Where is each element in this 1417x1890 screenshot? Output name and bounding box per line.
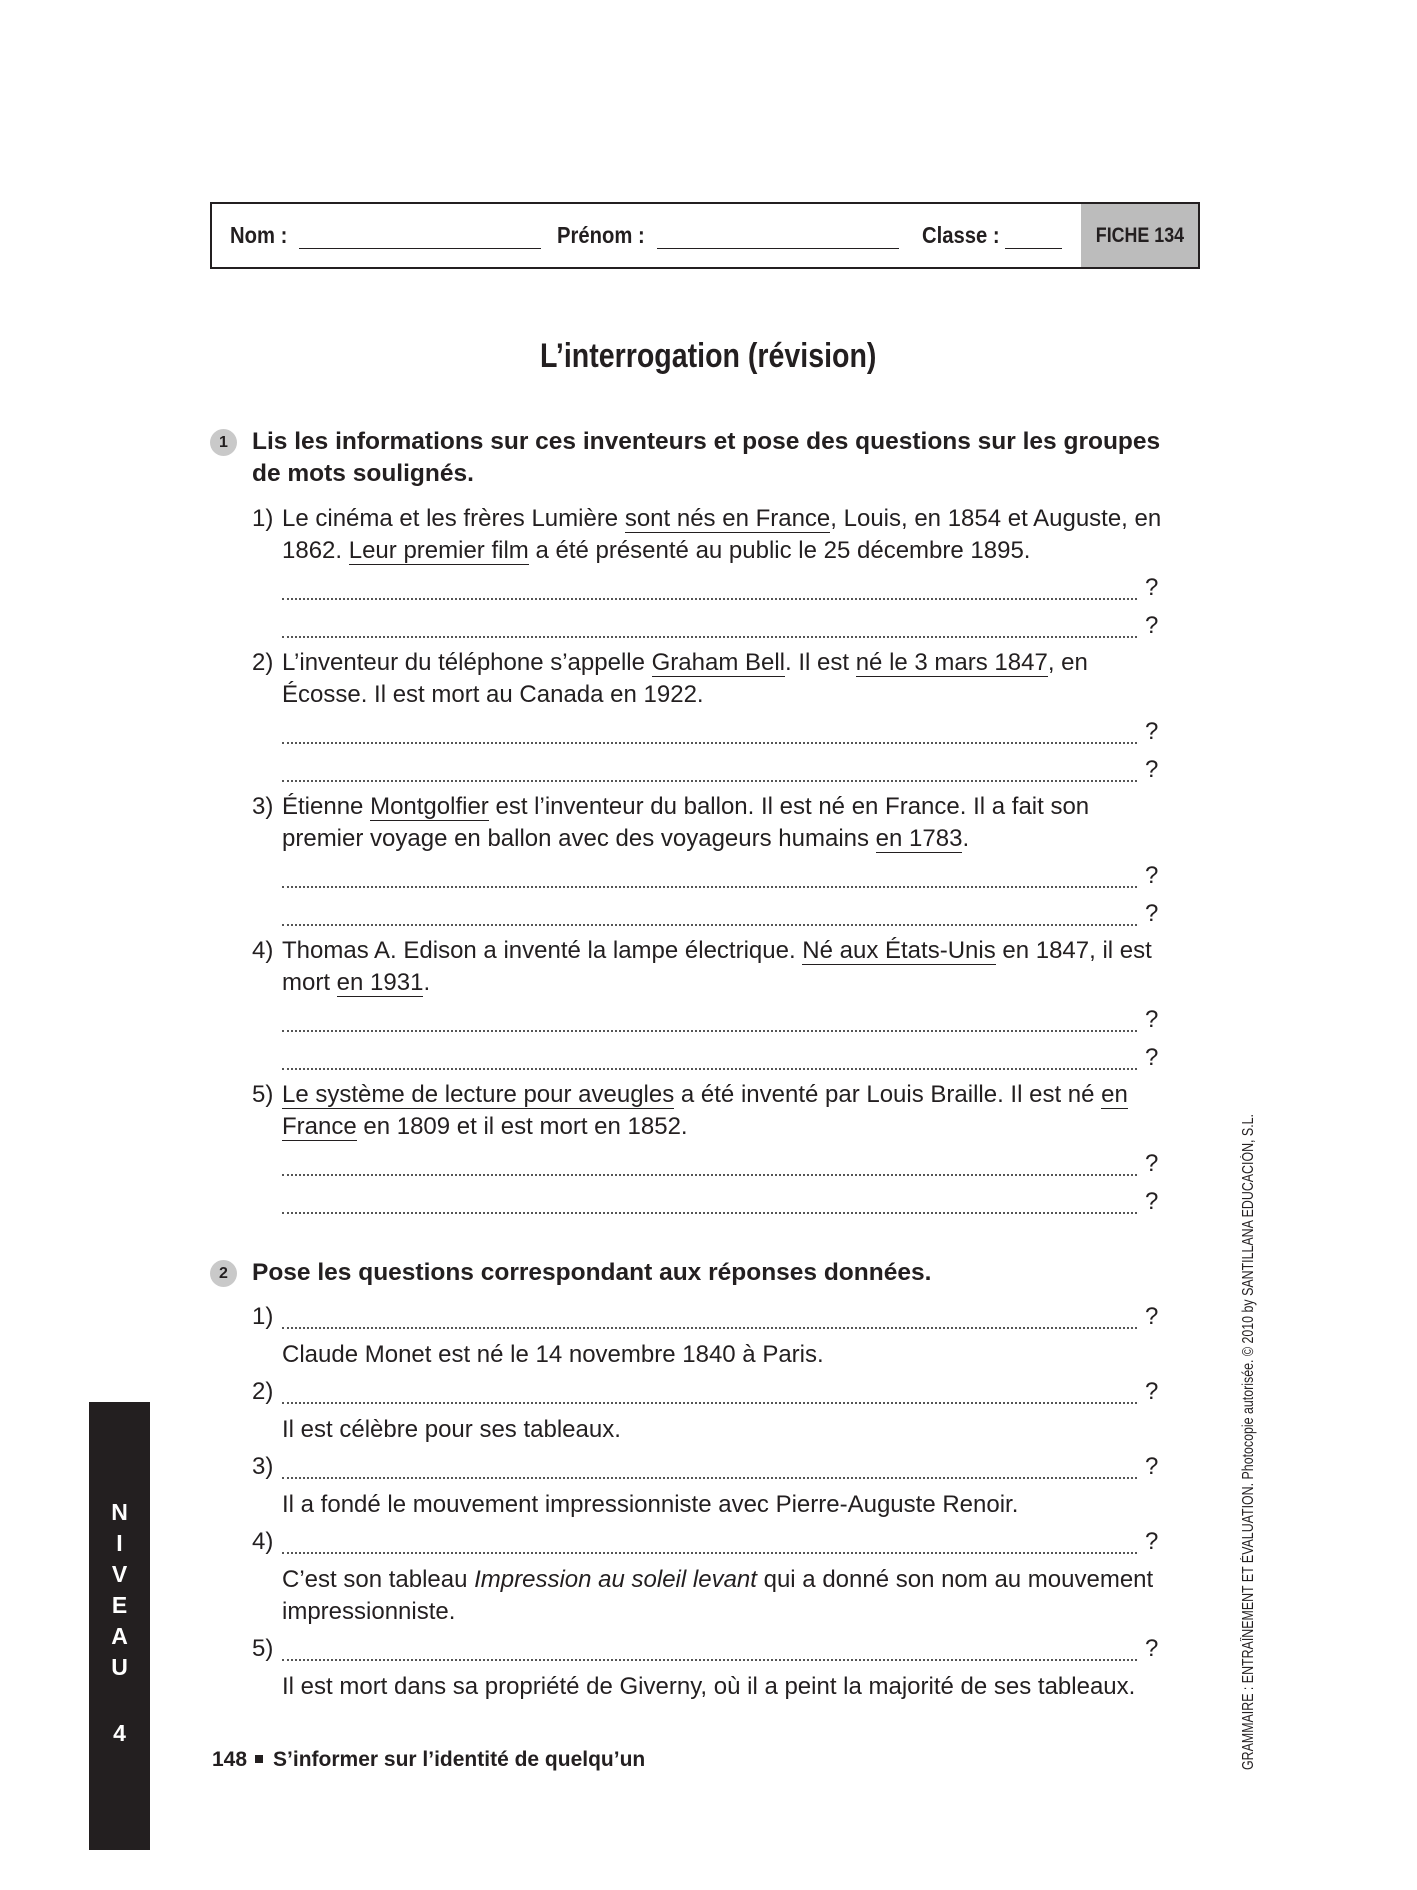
niveau-tab <box>89 1402 150 1850</box>
ex2-item-4-num: 4) <box>252 1528 274 1555</box>
ex2-item-1-answer: Claude Monet est né le 14 novembre 1840 à Paris. <box>282 1341 824 1368</box>
ex2-item-5-num: 5) <box>252 1635 274 1662</box>
nom-label: Nom : <box>230 222 288 248</box>
ex2-item-4-answer: C’est son tableau Impression au soleil levant qui a donné son nom au mouvement impressionniste. <box>282 1566 1154 1625</box>
classe-field[interactable] <box>1005 248 1062 249</box>
question-line[interactable] <box>282 1327 1137 1329</box>
answer-line[interactable] <box>282 598 1137 600</box>
page-number: 148 <box>212 1748 248 1771</box>
question-mark: ? <box>1145 1453 1159 1480</box>
question-mark: ? <box>1145 718 1159 745</box>
question-mark: ? <box>1145 900 1159 927</box>
footer-topic: S’informer sur l’identité de quelqu’un <box>273 1748 646 1771</box>
answer-line[interactable] <box>282 924 1137 926</box>
footer-square-icon <box>255 1755 263 1763</box>
exercise-1-instruction: Lis les informations sur ces inventeurs et pose des questions sur les groupes de mots soulignés. <box>252 428 1161 487</box>
underlined-group: Né aux États-Unis <box>802 937 996 964</box>
answer-line[interactable] <box>282 1212 1137 1214</box>
ex2-item-1-num: 1) <box>252 1303 274 1330</box>
prenom-label: Prénom : <box>557 222 645 248</box>
question-line[interactable] <box>282 1659 1137 1661</box>
question-mark: ? <box>1145 1378 1159 1405</box>
answer-line[interactable] <box>282 780 1137 782</box>
copyright-notice: GRAMMAIRE : ENTRAÎNEMENT ET ÉVALUATION. Photocopie autorisée. © 2010 by SANTILLANA EDUCACIÓN, S.L. <box>1240 1114 1257 1770</box>
answer-line[interactable] <box>282 1174 1137 1176</box>
question-mark: ? <box>1145 1303 1159 1330</box>
ex2-item-2-answer: Il est célèbre pour ses tableaux. <box>282 1416 621 1443</box>
question-mark: ? <box>1145 1150 1159 1177</box>
underlined-group: Montgolfier <box>370 793 489 820</box>
underlined-group: né le 3 mars 1847 <box>855 649 1048 676</box>
question-mark: ? <box>1145 612 1159 639</box>
question-line[interactable] <box>282 1552 1137 1554</box>
underlined-group: Le système de lecture pour aveugles <box>282 1081 675 1108</box>
prenom-field[interactable] <box>657 248 899 249</box>
exercise-2-instruction: Pose les questions correspondant aux réponses données. <box>252 1259 932 1286</box>
question-line[interactable] <box>282 1477 1137 1479</box>
nom-field[interactable] <box>299 248 541 249</box>
ex2-item-3-answer: Il a fondé le mouvement impressionniste avec Pierre-Auguste Renoir. <box>282 1491 1019 1518</box>
question-mark: ? <box>1145 1188 1159 1215</box>
question-mark: ? <box>1145 756 1159 783</box>
ex2-item-2-num: 2) <box>252 1378 274 1405</box>
answer-line[interactable] <box>282 886 1137 888</box>
exercise-2-number: 2 <box>210 1260 237 1287</box>
exercise-1-number: 1 <box>210 429 237 456</box>
answer-line[interactable] <box>282 1068 1137 1070</box>
question-mark: ? <box>1145 1006 1159 1033</box>
underlined-group: en 1931 <box>336 969 424 996</box>
answer-line[interactable] <box>282 742 1137 744</box>
question-mark: ? <box>1145 862 1159 889</box>
underlined-group: en France <box>282 1081 1128 1140</box>
question-mark: ? <box>1145 1528 1159 1555</box>
page-title: L’interrogation (révision) <box>540 337 877 375</box>
answer-line[interactable] <box>282 636 1137 638</box>
question-mark: ? <box>1145 574 1159 601</box>
underlined-group: sont nés en France <box>624 505 831 532</box>
underlined-group: Graham Bell <box>651 649 786 676</box>
question-mark: ? <box>1145 1635 1159 1662</box>
niveau-level: 4 <box>113 1720 126 1746</box>
underlined-group: en 1783 <box>875 825 963 852</box>
ex2-item-5-answer: Il est mort dans sa propriété de Giverny, où il a peint la majorité de ses tableaux. <box>282 1673 1136 1700</box>
answer-line[interactable] <box>282 1030 1137 1032</box>
underlined-group: Leur premier film <box>348 537 529 564</box>
ex2-item-3-num: 3) <box>252 1453 274 1480</box>
niveau-letters: N I V E A U <box>111 1499 128 1680</box>
fiche-badge: FICHE 134 <box>1081 204 1198 267</box>
question-mark: ? <box>1145 1044 1159 1071</box>
page-footer <box>212 1748 645 1772</box>
question-line[interactable] <box>282 1402 1137 1404</box>
header-box <box>210 202 1200 269</box>
classe-label: Classe : <box>922 222 1000 248</box>
